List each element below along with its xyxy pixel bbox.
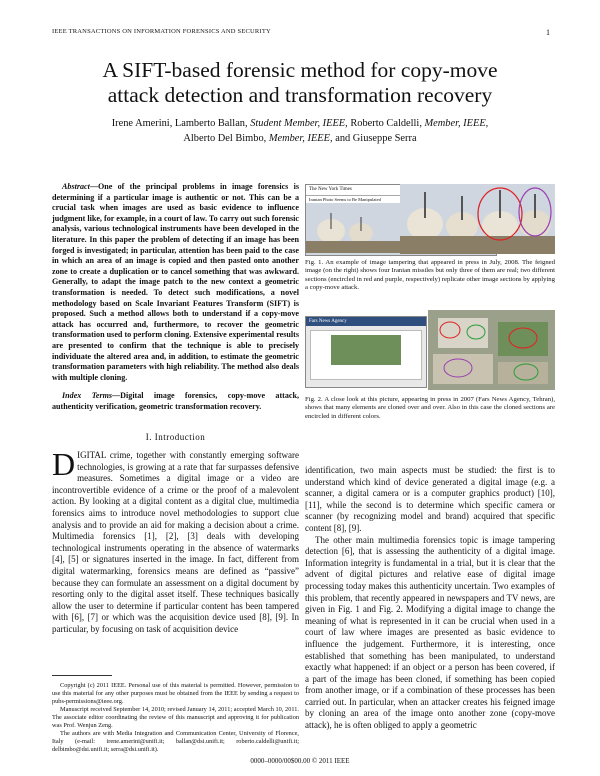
missile-photo-left bbox=[306, 203, 401, 253]
copyright-code: 0000–0000/00$00.00 © 2011 IEEE bbox=[250, 757, 350, 765]
running-header: IEEE TRANSACTIONS ON INFORMATION FORENSICS AND SECURITY bbox=[52, 28, 271, 35]
intro-paragraph-3: The other main multimedia forensics topic is image tampering detection [6], that is assessing the authenticity of a digital image. Information integrity is fundamental in a trial, but it is clear that the advent of digital pictures and relative ease of digital image processing today makes this authenticity uncertain. Two examples of this problem, that recently appeared in newspapers and TV news, are given in Fig. 1 and Fig. 2. Modifying a digital image to change the meaning of what is represented in it can be crucial when used in a court of law where images are presented as basic evidence to influence the judgement. Furthermore, it is interesting, once established that something has been manipulated, to understand exactly what happened: if an object or a person has been covered, if a part of the image has been cloned, if something has been copied from another image, or if a combination of these processes has been carried out. In particular, when an attacker creates his feigned image by cloning an area of the image onto another zone (copy-move attack), he is often obliged to apply a geometric bbox=[305, 534, 555, 731]
paper-title bbox=[40, 58, 560, 108]
author-role-2: Member, IEEE, bbox=[421, 118, 489, 129]
news-headline: Iranian Photo Seems to Be Manipulated bbox=[306, 196, 496, 203]
figure-1-caption: Fig. 1. An example of image tampering that appeared in press in July, 2008. The feigned image (on the right) shows four Iranian missiles but only three of them are real; two different sections (encircled in red and purple, respectively) replicate other image sections by applying a copy-move attack. bbox=[305, 259, 555, 291]
intro-left-column bbox=[52, 446, 299, 636]
figure-2-news-screenshot bbox=[305, 316, 427, 388]
section-heading-introduction: I. Introduction bbox=[145, 432, 206, 442]
author-role-1: Student Member, IEEE, bbox=[247, 118, 348, 129]
author-names-2: Roberto Caldelli, bbox=[347, 118, 422, 129]
footnotes bbox=[52, 682, 299, 754]
abstract-text: —One of the principal problems in image forensics is determining if a particular image is authentic or not. This can be a crucial task when images are used as basic evidence to influence judgment like, for example, in a court of law. To carry out such forensic analysis, various technological instruments have been developed in the literature. In this paper the problem of detecting if an image has been forged is investigated; in particular, attention has been paid to the case in which an area of an image is copied and then pasted onto another zone to create a duplication or to cancel something that was awkward. Generally, to adapt the image patch to the new context a geometric transformation is needed. To detect such modifications, a novel methodology based on Scale Invariant Features Transform (SIFT) is proposed. Such a method allows both to understand if a copy-move attack has occurred and, furthermore, to recover the geometric transformation used to perform cloning. Extensive experimental results are presented to confirm that the technique is able to precisely individuate the altered area and, in addition, to estimate the geometric transformation parameters with high reliability. The method also deals with multiple cloning. bbox=[52, 182, 299, 382]
title-line-2: attack detection and transformation recovery bbox=[107, 83, 493, 107]
intro-right-column bbox=[305, 465, 555, 732]
figure-1-tampered-photo bbox=[400, 184, 555, 254]
footnote-rule bbox=[52, 675, 112, 676]
footnote-manuscript: Manuscript received September 14, 2010; revised January 14, 2011; accepted March 10, 2011. The associate editor coordinating the review of this manuscript and approving it for publication was Prof. Wenjun Zeng. bbox=[52, 706, 299, 729]
author-names-4: and Giuseppe Serra bbox=[332, 133, 417, 144]
figure-2-caption: Fig. 2. A close look at this picture, appearing in press in 2007 (Fars News Agency, Tehran), shows that many elements are cloned over and over. Also in this case the cloned sections are encircled in different colors. bbox=[305, 396, 555, 420]
page-number: 1 bbox=[546, 28, 551, 37]
intro-paragraph-2: identification, two main aspects must be studied: the first is to understand which kind of device generated a digital image (e.g. a scanner, a digital camera or is a computer graphics product) [10], [11], while the second is to determine which specific camera or scanner (by recognizing model and brand) acquired that specific content [8], [9]. bbox=[305, 465, 555, 533]
author-names-1: Irene Amerini, Lamberto Ballan, bbox=[111, 118, 248, 129]
author-names-3: Alberto Del Bimbo, bbox=[183, 133, 267, 144]
abstract-label: Abstract bbox=[62, 182, 90, 191]
drop-cap: D bbox=[52, 446, 76, 482]
footnote-copyright: Copyright (c) 2011 IEEE. Personal use of this material is permitted. However, permission to use this material for any other purposes must be obtained from the IEEE by sending a request to pubs-permissions@ieee.org. bbox=[52, 682, 299, 705]
fars-banner: Fars News Agency bbox=[306, 317, 426, 326]
footnote-affiliation: The authors are with Media Integration and Communication Center, University of Florence, Italy (e-mail: irene.amerini@unifi.it; ballan@dsi.unifi.it; roberto.caldelli@unifi.it; delbimbo@dsi.unifi.it; serra@dsi.unifi.it). bbox=[52, 730, 299, 753]
abstract bbox=[52, 182, 299, 412]
index-terms-text: —Digital image forensics, copy-move attack, authenticity verification, geometric transformation recovery. bbox=[52, 391, 299, 411]
author-list bbox=[60, 116, 540, 146]
intro-paragraph-1: IGITAL crime, together with constantly emerging software technologies, is growing at a rate that far surpasses defensive measures. Sometimes a digital image or a video are incontrovertible evidence of a crime or the proof of a malevolent action. By looking at a digital content as a digital clue, multimedia forensics aims to introduce novel methodologies to support clue analysis and to provide an aid for making a decision about a crime. Multimedia forensics [1], [2], [3] deals with developing technological instruments operating in the absence of watermarks [4], [5] or signatures inserted in the image. In fact, different from digital watermarking, forensics means are defined as “passive” because they can formulate an assessment on a digital document by resorting only to the digital asset itself. These techniques basically allow the user to determine if particular content has been tampered with [6], [7] or which was the acquisition device used [8], [9]. In particular, by focusing on task of acquisition device bbox=[52, 450, 299, 634]
index-terms-label: Index Terms bbox=[62, 391, 113, 401]
title-line-1: A SIFT-based forensic method for copy-move bbox=[102, 58, 498, 82]
news-site-banner: The New York Times bbox=[306, 185, 496, 196]
figure-2-cloned-photo bbox=[428, 310, 555, 390]
author-role-3: Member, IEEE, bbox=[266, 133, 333, 144]
